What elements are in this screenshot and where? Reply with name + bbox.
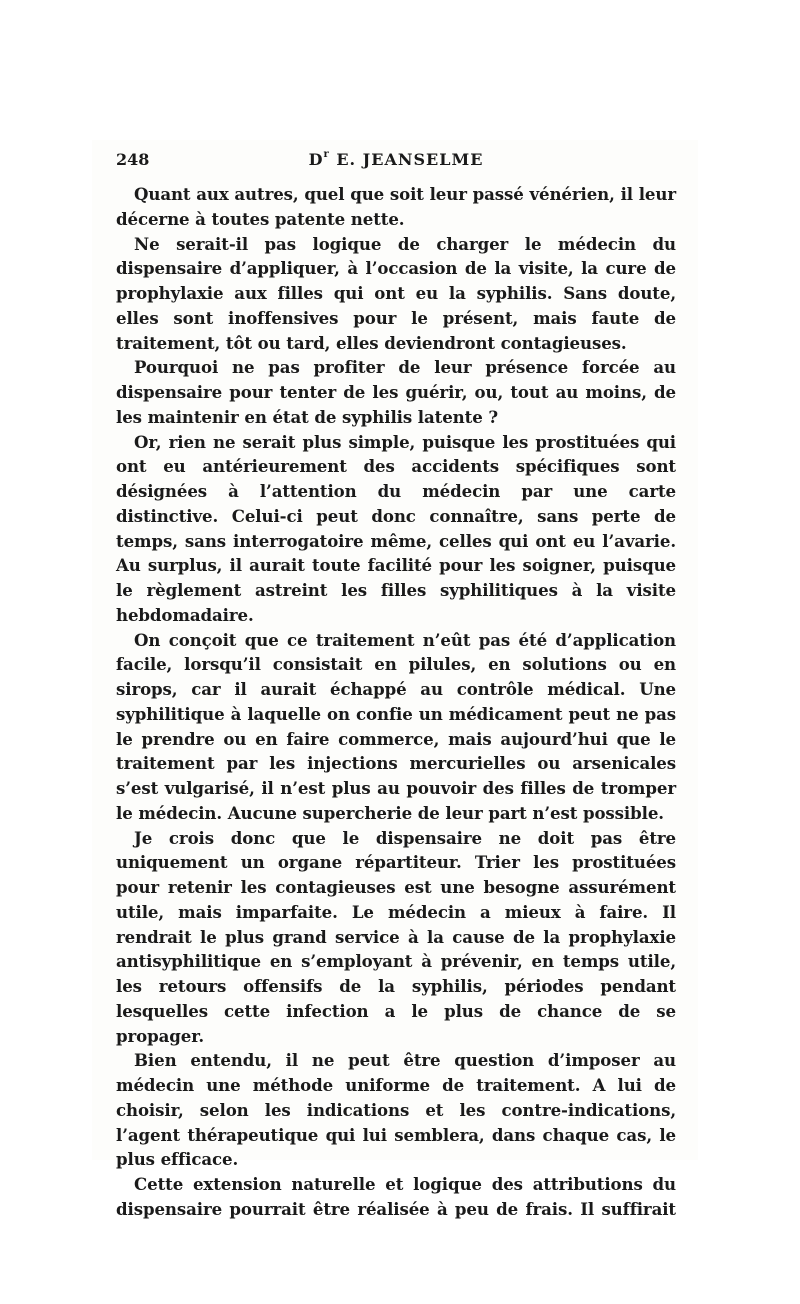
paragraph: Cette extension naturelle et logique des attributions du dispensaire pourrait être réalisée à peu de frais. Il suffirait	[116, 1174, 676, 1219]
body-text	[116, 182, 676, 1222]
paragraph: Or, rien ne serait plus simple, puisque les prostituées qui ont eu antérieurement des accidents spécifiques sont désignées à l’attention du médecin par une carte distinctive. Celui-ci peut donc connaître, sans perte de temps, sans interrogatoire même, celles qui ont eu l’avarie. Au surplus, il aurait toute facilité pour les soigner, puisque le règlement astreint les filles syphilitiques à la visite hebdomadaire.	[116, 431, 676, 625]
paragraph: Quant aux autres, quel que soit leur passé vénérien, il leur décerne à toutes patente nette.	[116, 184, 676, 229]
author-name: E. JEANSELME	[329, 150, 484, 169]
running-header	[116, 150, 676, 172]
paragraph: Bien entendu, il ne peut être question d’imposer au médecin une méthode uniforme de traitement. A lui de choisir, selon les indications et les contre-indications, l’agent thérapeutique qui lui semblera, dans chaque cas, le plus efficace.	[116, 1050, 676, 1170]
author-title-superscript: r	[323, 149, 330, 160]
page-number: 248	[116, 150, 150, 169]
paragraph: Je crois donc que le dispensaire ne doit pas être uniquement un organe répartiteur. Trier les prostituées pour retenir les contagieuses est une besogne assurément utile, mais imparfaite. Le médecin a mieux à faire. Il rendrait le plus grand service à la cause de la prophylaxie antisyphilitique en s’employant à prévenir, en temps utile, les retours offensifs de la syphilis, périodes pendant lesquelles cette infection a le plus de chance de se propager.	[116, 827, 676, 1046]
paragraph: On conçoit que ce traitement n’eût pas été d’application facile, lorsqu’il consistait en pilules, en solutions ou en sirops, car il aurait échappé au contrôle médical. Une syphilitique à laquelle on confie un médicament peut ne pas le prendre ou en faire commerce, mais aujourd’hui que le traitement par les injections mercurielles ou arsenicales s’est vulgarisé, il n’est plus au pouvoir des filles de tromper le médecin. Aucune supercherie de leur part n’est possible.	[116, 629, 676, 823]
paragraph: Ne serait-il pas logique de charger le médecin du dispensaire d’appliquer, à l’occasion de la visite, la cure de prophylaxie aux filles qui ont eu la syphilis. Sans doute, elles sont inoffensives pour le présent, mais faute de traitement, tôt ou tard, elles deviendront contagieuses.	[116, 233, 676, 353]
running-head-author	[116, 150, 676, 169]
paragraph: Pourquoi ne pas profiter de leur présence forcée au dispensaire pour tenter de les guérir, ou, tout au moins, de les maintenir en état de syphilis latente ?	[116, 357, 676, 427]
author-prefix: D	[308, 150, 324, 169]
